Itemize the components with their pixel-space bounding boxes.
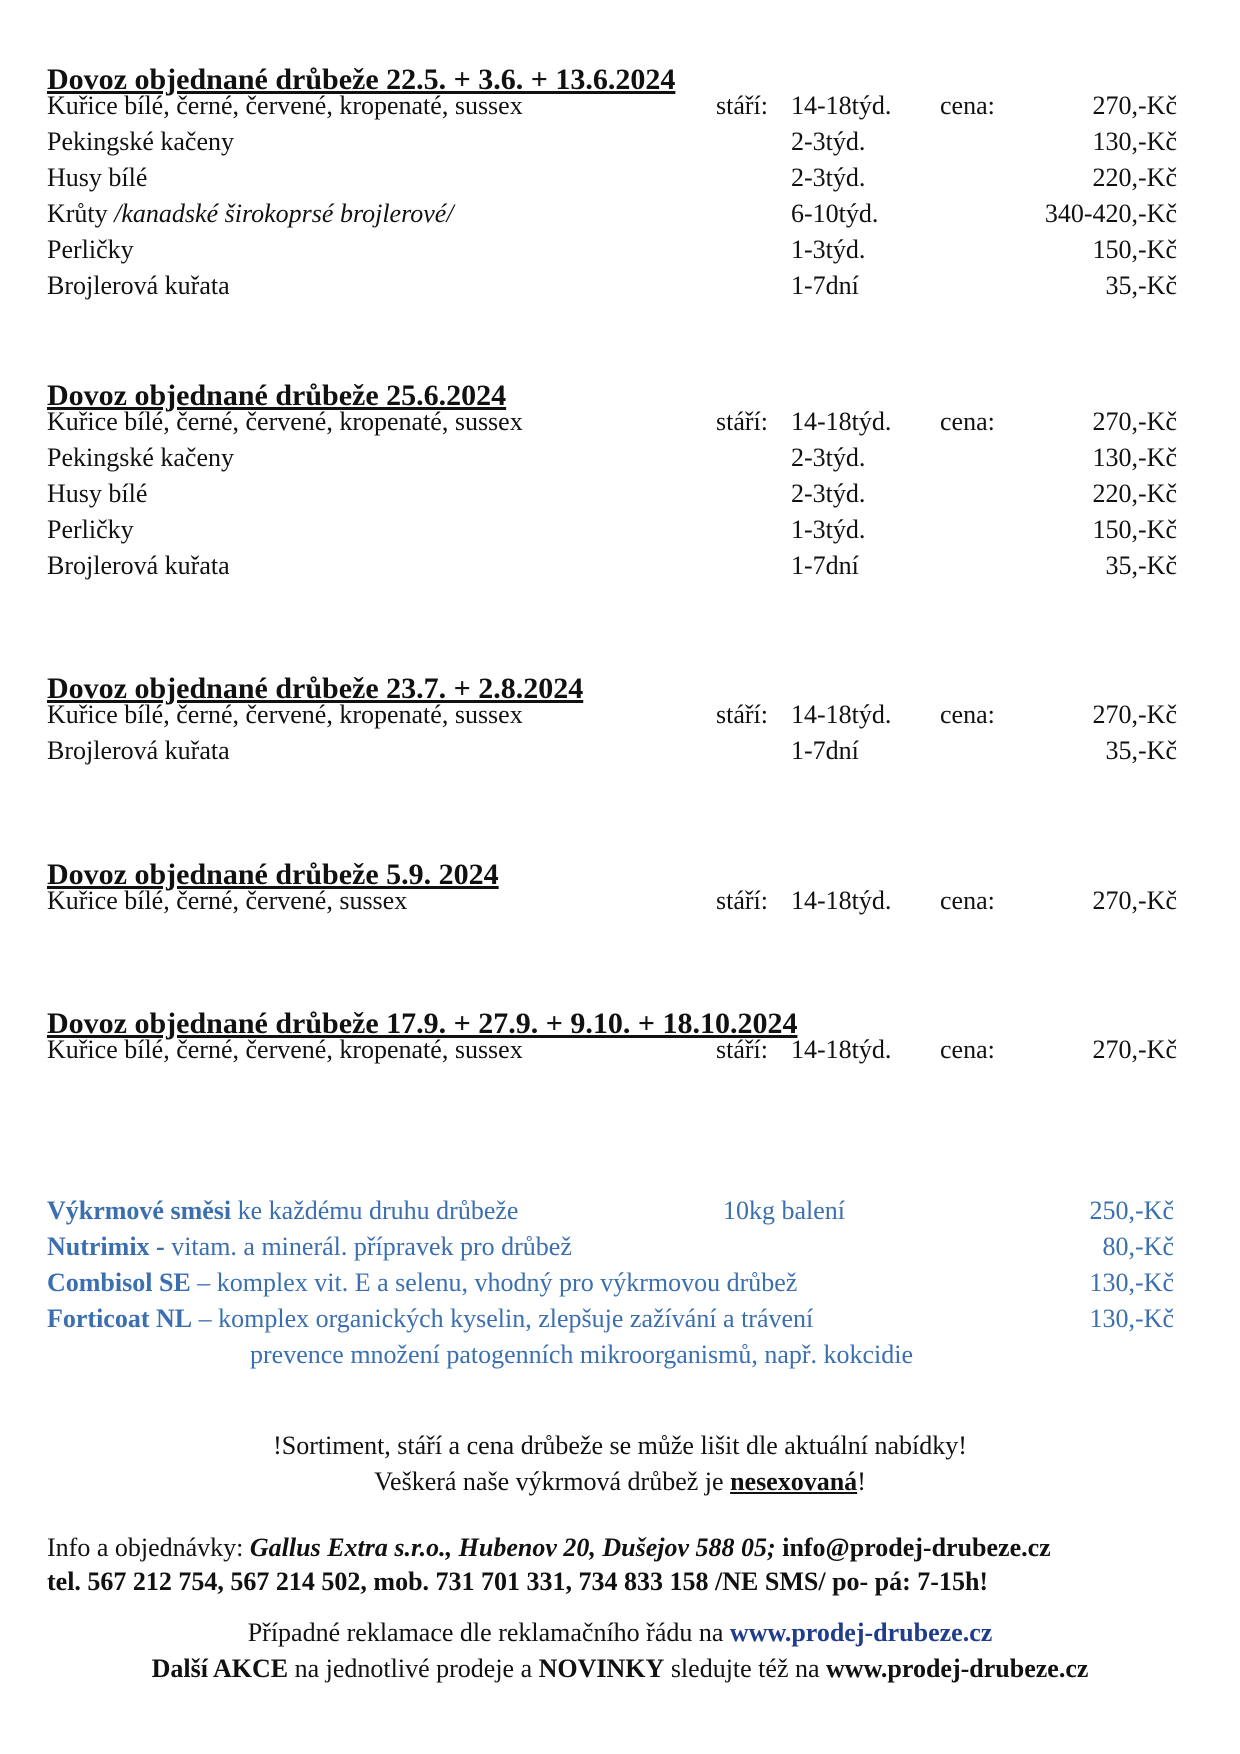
table-row: Brojlerová kuřata 1-7dní 35,-Kč bbox=[47, 271, 1177, 300]
product-row: Combisol SE – komplex vit. E a selenu, vhodný pro výkrmovou drůbež 130,-Kč bbox=[47, 1268, 1174, 1297]
table-row: Pekingské kačeny 2-3týd. 130,-Kč bbox=[47, 443, 1177, 472]
footer-line-2: Další AKCE na jednotlivé prodeje a NOVINKY sledujte též na www.prodej-drubeze.cz bbox=[151, 1654, 1089, 1683]
product-row: Forticoat NL – komplex organických kyselin, zlepšuje zažívání a trávení 130,-Kč bbox=[47, 1304, 1174, 1333]
notice-line-1: !Sortiment, stáří a cena drůbeže se může lišit dle aktuální nabídky! bbox=[273, 1431, 967, 1460]
website-link[interactable]: www.prodej-drubeze.cz bbox=[826, 1654, 1089, 1683]
table-row: Kuřice bílé, černé, červené, kropenaté, sussex stáří: 14-18týd. cena: 270,-Kč bbox=[47, 700, 1177, 729]
product-description-continuation: prevence množení patogenních mikroorganismů, např. kokcidie bbox=[250, 1340, 914, 1369]
footer-line-1: Případné reklamace dle reklamačního řádu na www.prodej-drubeze.cz bbox=[247, 1618, 993, 1647]
table-row: Kuřice bílé, černé, červené, kropenaté, sussex stáří: 14-18týd. cena: 270,-Kč bbox=[47, 407, 1177, 436]
contact-phones: tel. 567 212 754, 567 214 502, mob. 731 701 331, 734 833 158 /NE SMS/ po- pá: 7-15h! bbox=[47, 1567, 989, 1596]
table-row: Husy bílé 2-3týd. 220,-Kč bbox=[47, 163, 1177, 192]
notice-line-2: Veškerá naše výkrmová drůbež je nesexovaná! bbox=[374, 1467, 866, 1496]
section-title-1: Dovoz objednané drůbeže 22.5. + 3.6. + 13.6.2024 bbox=[47, 63, 676, 96]
table-row: Brojlerová kuřata 1-7dní 35,-Kč bbox=[47, 551, 1177, 580]
section-title-5: Dovoz objednané drůbeže 17.9. + 27.9. + 9.10. + 18.10.2024 bbox=[47, 1007, 798, 1040]
contact-info: Info a objednávky: Gallus Extra s.r.o., Hubenov 20, Dušejov 588 05; info@prodej-drubeze.cz bbox=[47, 1533, 1051, 1562]
table-row: Husy bílé 2-3týd. 220,-Kč bbox=[47, 479, 1177, 508]
table-row: Krůty /kanadské širokoprsé brojlerové/ 6-10týd. 340-420,-Kč bbox=[47, 199, 1177, 228]
table-row: Perličky 1-3týd. 150,-Kč bbox=[47, 515, 1177, 544]
table-row: Pekingské kačeny 2-3týd. 130,-Kč bbox=[47, 127, 1177, 156]
table-row: Kuřice bílé, černé, červené, kropenaté, sussex stáří: 14-18týd. cena: 270,-Kč bbox=[47, 91, 1177, 120]
section-title-2: Dovoz objednané drůbeže 25.6.2024 bbox=[47, 379, 507, 412]
product-row: Nutrimix - vitam. a minerál. přípravek pro drůbež 80,-Kč bbox=[47, 1232, 1174, 1261]
section-title-3: Dovoz objednané drůbeže 23.7. + 2.8.2024 bbox=[47, 672, 584, 705]
product-row: Výkrmové směsi ke každému druhu drůbeže 10kg balení 250,-Kč bbox=[47, 1196, 1174, 1225]
section-title-4: Dovoz objednané drůbeže 5.9. 2024 bbox=[47, 858, 499, 891]
table-row: Brojlerová kuřata 1-7dní 35,-Kč bbox=[47, 736, 1177, 765]
table-row: Kuřice bílé, černé, červené, kropenaté, sussex stáří: 14-18týd. cena: 270,-Kč bbox=[47, 1035, 1177, 1064]
table-row: Kuřice bílé, černé, červené, sussex stáří: 14-18týd. cena: 270,-Kč bbox=[47, 886, 1177, 915]
table-row: Perličky 1-3týd. 150,-Kč bbox=[47, 235, 1177, 264]
website-link[interactable]: www.prodej-drubeze.cz bbox=[729, 1618, 993, 1647]
